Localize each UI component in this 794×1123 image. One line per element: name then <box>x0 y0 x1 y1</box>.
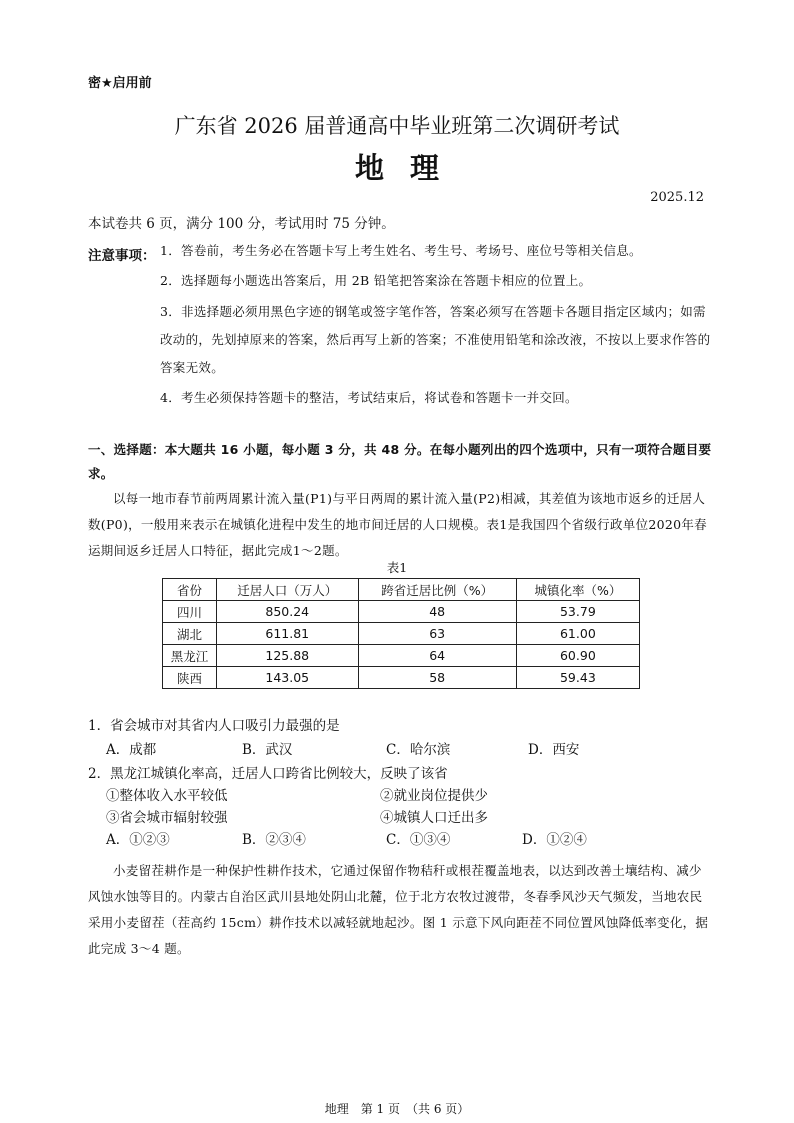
cell: 611.81 <box>216 623 358 645</box>
table-caption: 表1 <box>386 560 408 575</box>
secret-label: 密★启用前 <box>88 76 152 91</box>
intro-text: 本试卷共 6 页，满分 100 分，考试用时 75 分钟。 <box>88 216 395 232</box>
header-cross-province: 跨省迁居比例（%） <box>358 579 516 601</box>
header-province: 省份 <box>163 579 217 601</box>
exam-title: 广东省 2026 届普通高中毕业班第二次调研考试 <box>174 114 620 138</box>
q1-option-a: A．成都 <box>106 742 157 758</box>
migration-table <box>162 578 640 689</box>
cell: 61.00 <box>516 623 639 645</box>
cell: 850.24 <box>216 601 358 623</box>
cell: 60.90 <box>516 645 639 667</box>
cell: 58 <box>358 667 516 689</box>
cell: 59.43 <box>516 667 639 689</box>
table-row <box>163 623 640 645</box>
q2-stem: 2．黑龙江城镇化率高，迁居人口跨省比例较大，反映了该省 <box>88 766 448 782</box>
cell: 143.05 <box>216 667 358 689</box>
table-row <box>163 601 640 623</box>
q2-item-4: ④城镇人口迁出多 <box>380 810 488 826</box>
q2-item-2: ②就业岗位提供少 <box>380 788 488 804</box>
passage-2: 小麦留茬耕作是一种保护性耕作技术，它通过保留作物秸秆或根茬覆盖地表，以达到改善土壤结构、减少风蚀水蚀等目的。内蒙古自治区武川县地处阴山北麓，位于北方农牧过渡带，冬春季风沙天气频发，当地农民采用小麦留茬（茬高约 15cm）耕作技术以减轻就地起沙。图 1 示意下风向距茬不同位置风蚀降低率变化，据此完成 3～4 题。 <box>88 863 709 956</box>
notes-label: 注意事项： <box>88 248 156 264</box>
q1-option-d: D．西安 <box>528 742 580 758</box>
exam-date: 2025.12 <box>650 190 704 205</box>
note-1: 1．答卷前，考生务必在答题卡写上考生姓名、考生号、考场号、座位号等相关信息。 <box>160 243 642 258</box>
q2-item-1: ①整体收入水平较低 <box>106 788 228 804</box>
section-heading: 一、选择题：本大题共 16 小题，每小题 3 分，共 48 分。在每小题列出的四个选项中，只有一项符合题目要求。 <box>88 442 712 481</box>
cell: 63 <box>358 623 516 645</box>
table-header-row <box>163 579 640 601</box>
page-footer: 地理 第 1 页 （共 6 页） <box>324 1102 470 1116</box>
note-4: 4．考生必须保持答题卡的整洁，考试结束后，将试卷和答题卡一并交回。 <box>160 390 578 405</box>
cell: 陕西 <box>163 667 217 689</box>
q1-option-b: B．武汉 <box>242 742 293 758</box>
table-row <box>163 667 640 689</box>
header-population: 迁居人口（万人） <box>216 579 358 601</box>
cell: 湖北 <box>163 623 217 645</box>
cell: 64 <box>358 645 516 667</box>
q2-option-b: B．②③④ <box>242 832 306 848</box>
note-3: 3．非选择题必须用黑色字迹的钢笔或签字笔作答，答案必须写在答题卡各题目指定区域内；如需改动的，先划掉原来的答案，然后再写上新的答案；不准使用铅笔和涂改液，不按以上要求作答的答案无效。 <box>160 304 711 375</box>
cell: 125.88 <box>216 645 358 667</box>
cell: 黑龙江 <box>163 645 217 667</box>
q2-option-a: A．①②③ <box>106 832 170 848</box>
header-urbanization: 城镇化率（%） <box>516 579 639 601</box>
q2-option-c: C．①③④ <box>386 832 451 848</box>
q2-option-d: D．①②④ <box>522 832 587 848</box>
subject-title: 地理 <box>354 151 465 185</box>
q2-item-3: ③省会城市辐射较强 <box>106 810 228 826</box>
note-2: 2．选择题每小题选出答案后，用 2B 铅笔把答案涂在答题卡相应的位置上。 <box>160 273 592 288</box>
passage-1: 以每一地市春节前两周累计流入量(P1)与平日两周的累计流入量(P2)相减，其差值为该地市返乡的迁居人数(P0)，一般用来表示在城镇化进程中发生的地市间迁居的人口规模。表1是我国四个省级行政单位2020年春运期间返乡迁居人口特征，据此完成1～2题。 <box>88 491 707 558</box>
q1-option-c: C．哈尔滨 <box>386 742 451 758</box>
q1-stem: 1．省会城市对其省内人口吸引力最强的是 <box>88 718 340 734</box>
cell: 48 <box>358 601 516 623</box>
table-row <box>163 645 640 667</box>
cell: 四川 <box>163 601 217 623</box>
cell: 53.79 <box>516 601 639 623</box>
